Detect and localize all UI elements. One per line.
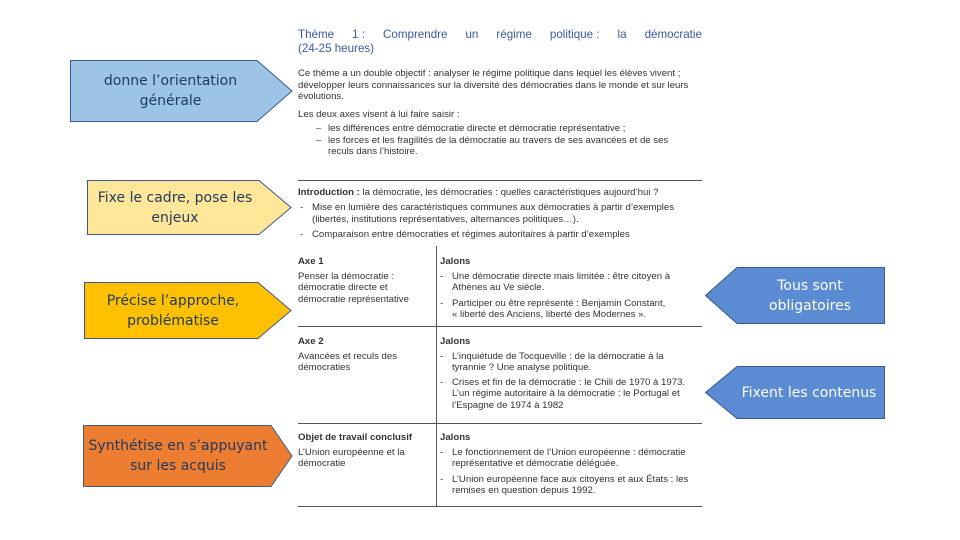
axe2-label: Axe 2 [298, 336, 324, 347]
text-line: développer leurs connaissances sur la diversité des démocraties dans le monde et sur leurs [298, 79, 689, 91]
text-line: L’Union européenne et la [298, 446, 405, 458]
callout-orientation-text: donne l’orientation générale [103, 73, 238, 109]
axe1-label: Axe 1 [298, 256, 324, 267]
title-word: 1 : [352, 28, 365, 41]
introduction-label: Introduction : [298, 187, 360, 198]
text-line: Avancées et reculs des [298, 350, 398, 362]
axes-item: les différences entre démocratie directe et démocratie représentative ; [328, 123, 626, 134]
jalon-item: L’un régime autoritaire à la démocratie : le Portugal et [452, 388, 680, 400]
text-line: démocratie directe et [298, 282, 388, 294]
title-word: politique : [549, 28, 600, 41]
theme-intro-paragraph [298, 68, 702, 103]
introduction-item: Mise en lumière des caractéristiques communes aux démocraties à partir d’exemples [312, 202, 675, 213]
jalon-item: Une démocratie directe mais limitée : être citoyen à [452, 270, 671, 282]
introduction-list: - Mise en lumière des caractéristiques communes aux démocraties à partir d’exemples (libertés, institutions représentatives, alternances politiques…). - Comparaison entre démocraties et régimes autoritaires à partir d’exemples [300, 202, 675, 241]
jalons-label: Jalons [440, 432, 471, 443]
title-word: régime [496, 28, 532, 41]
objet-cell [298, 432, 432, 470]
table-row-divider [298, 423, 702, 424]
introduction-item: (libertés, institutions représentatives, alternances politiques…). [312, 213, 579, 225]
jalon-item: Crises et fin de la démocratie : le Chili de 1970 à 1973. [452, 376, 686, 388]
jalon-item: Le fonctionnement de l’Union européenne : démocratie [452, 446, 686, 458]
jalon-item: tyrannie ? Une analyse politique. [452, 362, 592, 374]
introduction-text: la démocratie, les démocraties : quelles caractéristiques aujourd’hui ? [359, 187, 659, 198]
jalons-label: Jalons [440, 336, 471, 347]
title-word: démocratie [644, 28, 702, 41]
theme-duration: (24-25 heures) [298, 42, 375, 55]
table-column-divider [436, 246, 437, 506]
axe2-jalons-cell: Jalons - L’inquiétude de Tocqueville : de la démocratie à la tyrannie ? Une analyse politique. - Crises et fin de la démocratie : le Chili de 1970 à 1973. L’un régime autoritaire à la démocratie : le Portugal et l’Espagne de 1974 à 1982 [440, 336, 702, 412]
table-row-divider [298, 326, 702, 327]
text-line: démocraties [298, 362, 351, 374]
title-word: la [617, 28, 627, 41]
introduction-heading [298, 187, 702, 199]
axes-item: les forces et les fragilités de la démocratie au travers de ses avancées et de ses [328, 134, 669, 146]
jalon-item: Athènes au Ve siècle. [452, 282, 545, 294]
jalon-item: représentative et démocratie déléguée. [452, 458, 619, 470]
jalon-item: L’Union européenne face aux citoyens et aux États : les [452, 473, 689, 485]
axe1-cell [298, 256, 432, 305]
text-line: Ce thème a un double objectif : analyser le régime politique dans lequel les élèves vivent ; [298, 68, 681, 79]
jalon-item: remises en question depuis 1992. [452, 485, 596, 497]
callout-orientation [70, 60, 293, 122]
jalon-item: Participer ou être représenté : Benjamin Constant, [452, 297, 666, 309]
callout-cadre [87, 180, 292, 235]
callout-synthese-text: Synthétise en s’appuyant sur les acquis [88, 438, 268, 474]
jalon-item: « liberté des Anciens, liberté des Modernes ». [452, 309, 647, 321]
axes-lead: Les deux axes visent à lui faire saisir : [298, 109, 460, 120]
introduction-item: Comparaison entre démocraties et régimes autoritaires à partir d’exemples [312, 229, 630, 241]
text-line: Penser la démocratie : [298, 270, 394, 282]
text-line: démocratie [298, 458, 346, 470]
objet-label: Objet de travail conclusif [298, 432, 413, 443]
divider [298, 180, 702, 181]
jalon-item: l’Espagne de 1974 à 1982 [452, 399, 564, 411]
title-word: Thème [298, 28, 335, 41]
callout-obligatoires-text: Tous sont obligatoires [769, 277, 851, 314]
callout-approche-text: Précise l’approche, problématise [106, 292, 240, 329]
objet-jalons-cell: Jalons - Le fonctionnement de l’Union européenne : démocratie représentative et démocratie déléguée. - L’Union européenne face aux citoyens et aux États : les remises en question depuis 1992. [440, 432, 702, 497]
callout-obligatoires [705, 267, 885, 324]
text-line: évolutions. [298, 91, 344, 103]
axes-list: – les différences entre démocratie directe et démocratie représentative ; – les forces et les fragilités de la démocratie au travers de ses avancées et de ses reculs dans l’histoire. [316, 123, 669, 158]
axe1-jalons-cell: Jalons - Une démocratie directe mais limitée : être citoyen à Athènes au Ve siècle. - Participer ou être représenté : Benjamin Constant, « liberté des Anciens, liberté des Modernes ». [440, 256, 702, 321]
jalon-item: L’inquiétude de Tocqueville : de la démocratie à la [452, 350, 664, 362]
callout-cadre-text: Fixe le cadre, pose les enjeux [97, 189, 253, 226]
callout-synthese [83, 425, 293, 487]
text-line: démocratie représentative [298, 293, 409, 305]
theme-title [298, 28, 702, 56]
table-bottom-border [298, 506, 702, 507]
jalons-label: Jalons [440, 256, 471, 267]
callout-contenus-text: Fixent les contenus [741, 384, 877, 401]
axe2-cell [298, 336, 432, 374]
title-word: Comprendre [383, 28, 448, 41]
axes-item: reculs dans l’histoire. [328, 146, 418, 158]
callout-contenus [705, 366, 885, 419]
title-word: un [465, 28, 479, 41]
callout-approche [84, 282, 292, 339]
